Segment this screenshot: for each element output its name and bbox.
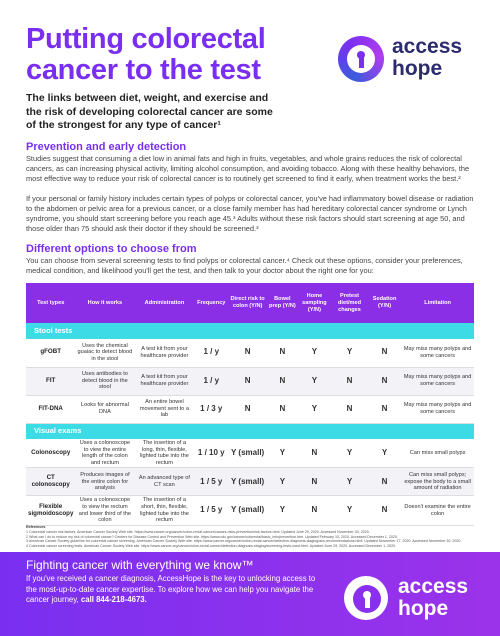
references	[26, 525, 476, 549]
col-test-types: Test types	[26, 283, 75, 323]
table-row: FIT-DNA Looks for abnormal DNA An entire bowel movement sent to a lab 1 / 3 y N N Y N N May miss many polyps and some cancers	[26, 395, 474, 423]
col-sedation: Sedation (Y/N)	[368, 283, 401, 323]
col-frequency: Frequency	[194, 283, 228, 323]
col-direct-risk: Direct risk to colon (Y/N)	[228, 283, 267, 323]
intro-text: The links between diet, weight, and exercise and the risk of developing colorectal cancer are some of the strongest for any type of cancer¹	[26, 92, 273, 131]
table-row: Flexible sigmoidoscopy Uses a colonoscope to view the rectum and lower third of the colon The insertion of a short, thin, flexible, lighted tube into the rectum 1 / 5 y Y (small) Y N Y N Doesn't examine the entire colon	[26, 496, 474, 525]
table-row: gFOBT Uses the chemical guaiac to detect blood in the stool A test kit from your healthcare provider 1 / y N N Y Y N May miss many polyps and some cancers	[26, 339, 474, 367]
brand-word-2: hope	[392, 57, 443, 80]
table-row: CT colonoscopy Produces images of the entire colon for analysis An advanced type of CT scan 1 / 5 y Y (small) Y N Y N Can miss small polyps; expose the body to a small amount of radiation	[26, 468, 474, 496]
table-row: Colonoscopy Uses a colonoscope to view the entire length of the colon and rectum The insertion of a long, thin, flexible, lighted tube into the rectum 1 / 10 y Y (small) Y N Y Y Can miss small polyps	[26, 439, 474, 468]
prevention-paragraph-1: Studies suggest that consuming a diet low in animal fats and high in fruits, vegetables, and whole grains reduces the risk of colorectal cancers, as can increasing physical activity, limiting alcohol consumption, and avoiding tobacco. Along with these healthy behaviors, the most effective way to reduce your risk of colorectal cancer is to routinely get screened to find it early, when treatment works the best.²	[26, 154, 470, 183]
reference-1: 1 Colorectal cancer risk factors. American Cancer Society Web site. https://www.cancer.org/cancer/colon-rectal-cancer/causes-risks-prevention/risk-factors.html. Updated June 29, 2020. Accessed November 30, 2020.	[26, 529, 370, 534]
accesshope-logo	[338, 36, 478, 86]
col-home-sampling: Home sampling (Y/N)	[298, 283, 331, 323]
table-row: FIT Uses antibodies to detect blood in the stool A test kit from your healthcare provider 1 / y N N Y N N May miss many polyps and some cancers	[26, 367, 474, 395]
footer-title: Fighting cancer with everything we know™	[26, 558, 254, 572]
page-title: Putting colorectal cancer to the test	[26, 23, 266, 86]
footer-text: If you've received a cancer diagnosis, AccessHope is the key to unlocking access to the most-up-to-date cancer expertise. To explore how we can help you navigate the cancer journey, call 844-218-4673.	[26, 574, 316, 604]
accesshope-logo-footer	[344, 576, 484, 624]
heading-options: Different options to choose from	[26, 243, 197, 255]
prevention-paragraph-2: If your personal or family history includes certain types of polyps or colorectal cancer, you've had inflammatory bowel disease or radiation to the abdomen or pelvic area for a previous cancer, or a close family member has had hereditary colorectal cancer syndrome or Lynch syndrome, you should start screening before you reach age 45.³ Adults without these risk factors should start screening at age 50, and those older than 75 should ask their doctor if they should be screened.³	[26, 194, 474, 233]
reference-3: 3 American Cancer Society guideline for colorectal cancer screening. American Cancer Society Web site. https://www.cancer.org/cancer/colon-rectal-cancer/detection-diagnosis-staging/acs-recommendations.html. Updated November 17, 2020. Accessed November 30, 2020.	[26, 539, 462, 544]
reference-2: 2 What can I do to reduce my risk of colorectal cancer? Centers for Disease Control and Prevention Web site. https://www.cdc.gov/cancer/colorectal/basic_info/prevention.htm. Updated February 10, 2020. Accessed December 1, 2020.	[26, 534, 398, 539]
table-header-row	[26, 283, 474, 323]
brand-word-2: hope	[398, 597, 449, 620]
col-administration: Administration	[134, 283, 194, 323]
footer-banner	[0, 552, 500, 636]
col-bowel-prep: Bowel prep (Y/N)	[267, 283, 298, 323]
section-row-visual: Visual exams	[26, 423, 474, 439]
brand-word-1: access	[392, 35, 463, 58]
brand-word-1: access	[398, 575, 469, 598]
col-limitation: Limitation	[401, 283, 474, 323]
heading-prevention: Prevention and early detection	[26, 141, 187, 153]
screening-tests-table	[26, 283, 474, 526]
col-pretest-diet: Pretest diet/med changes	[331, 283, 368, 323]
references-title: References	[26, 525, 46, 529]
section-row-stool: Stool tests	[26, 323, 474, 339]
phone-cta[interactable]: call 844-218-4673.	[80, 595, 147, 604]
options-paragraph: You can choose from several screening tests to find polyps or colorectal cancer.⁴ Check out these options, consider your preferences, medical condition, and likelihood you'll get the test, and then talk to your doctor about the right one for you:	[26, 256, 463, 275]
col-how-it-works: How it works	[75, 283, 134, 323]
reference-4: 4 Colorectal cancer screening tests. American Cancer Society Web site. https://www.cancer.org/cancer/colon-rectal-cancer/detection-diagnosis-staging/screening-tests-used.html. Updated June 29, 2020. Accessed December 1, 2020.	[26, 544, 397, 549]
